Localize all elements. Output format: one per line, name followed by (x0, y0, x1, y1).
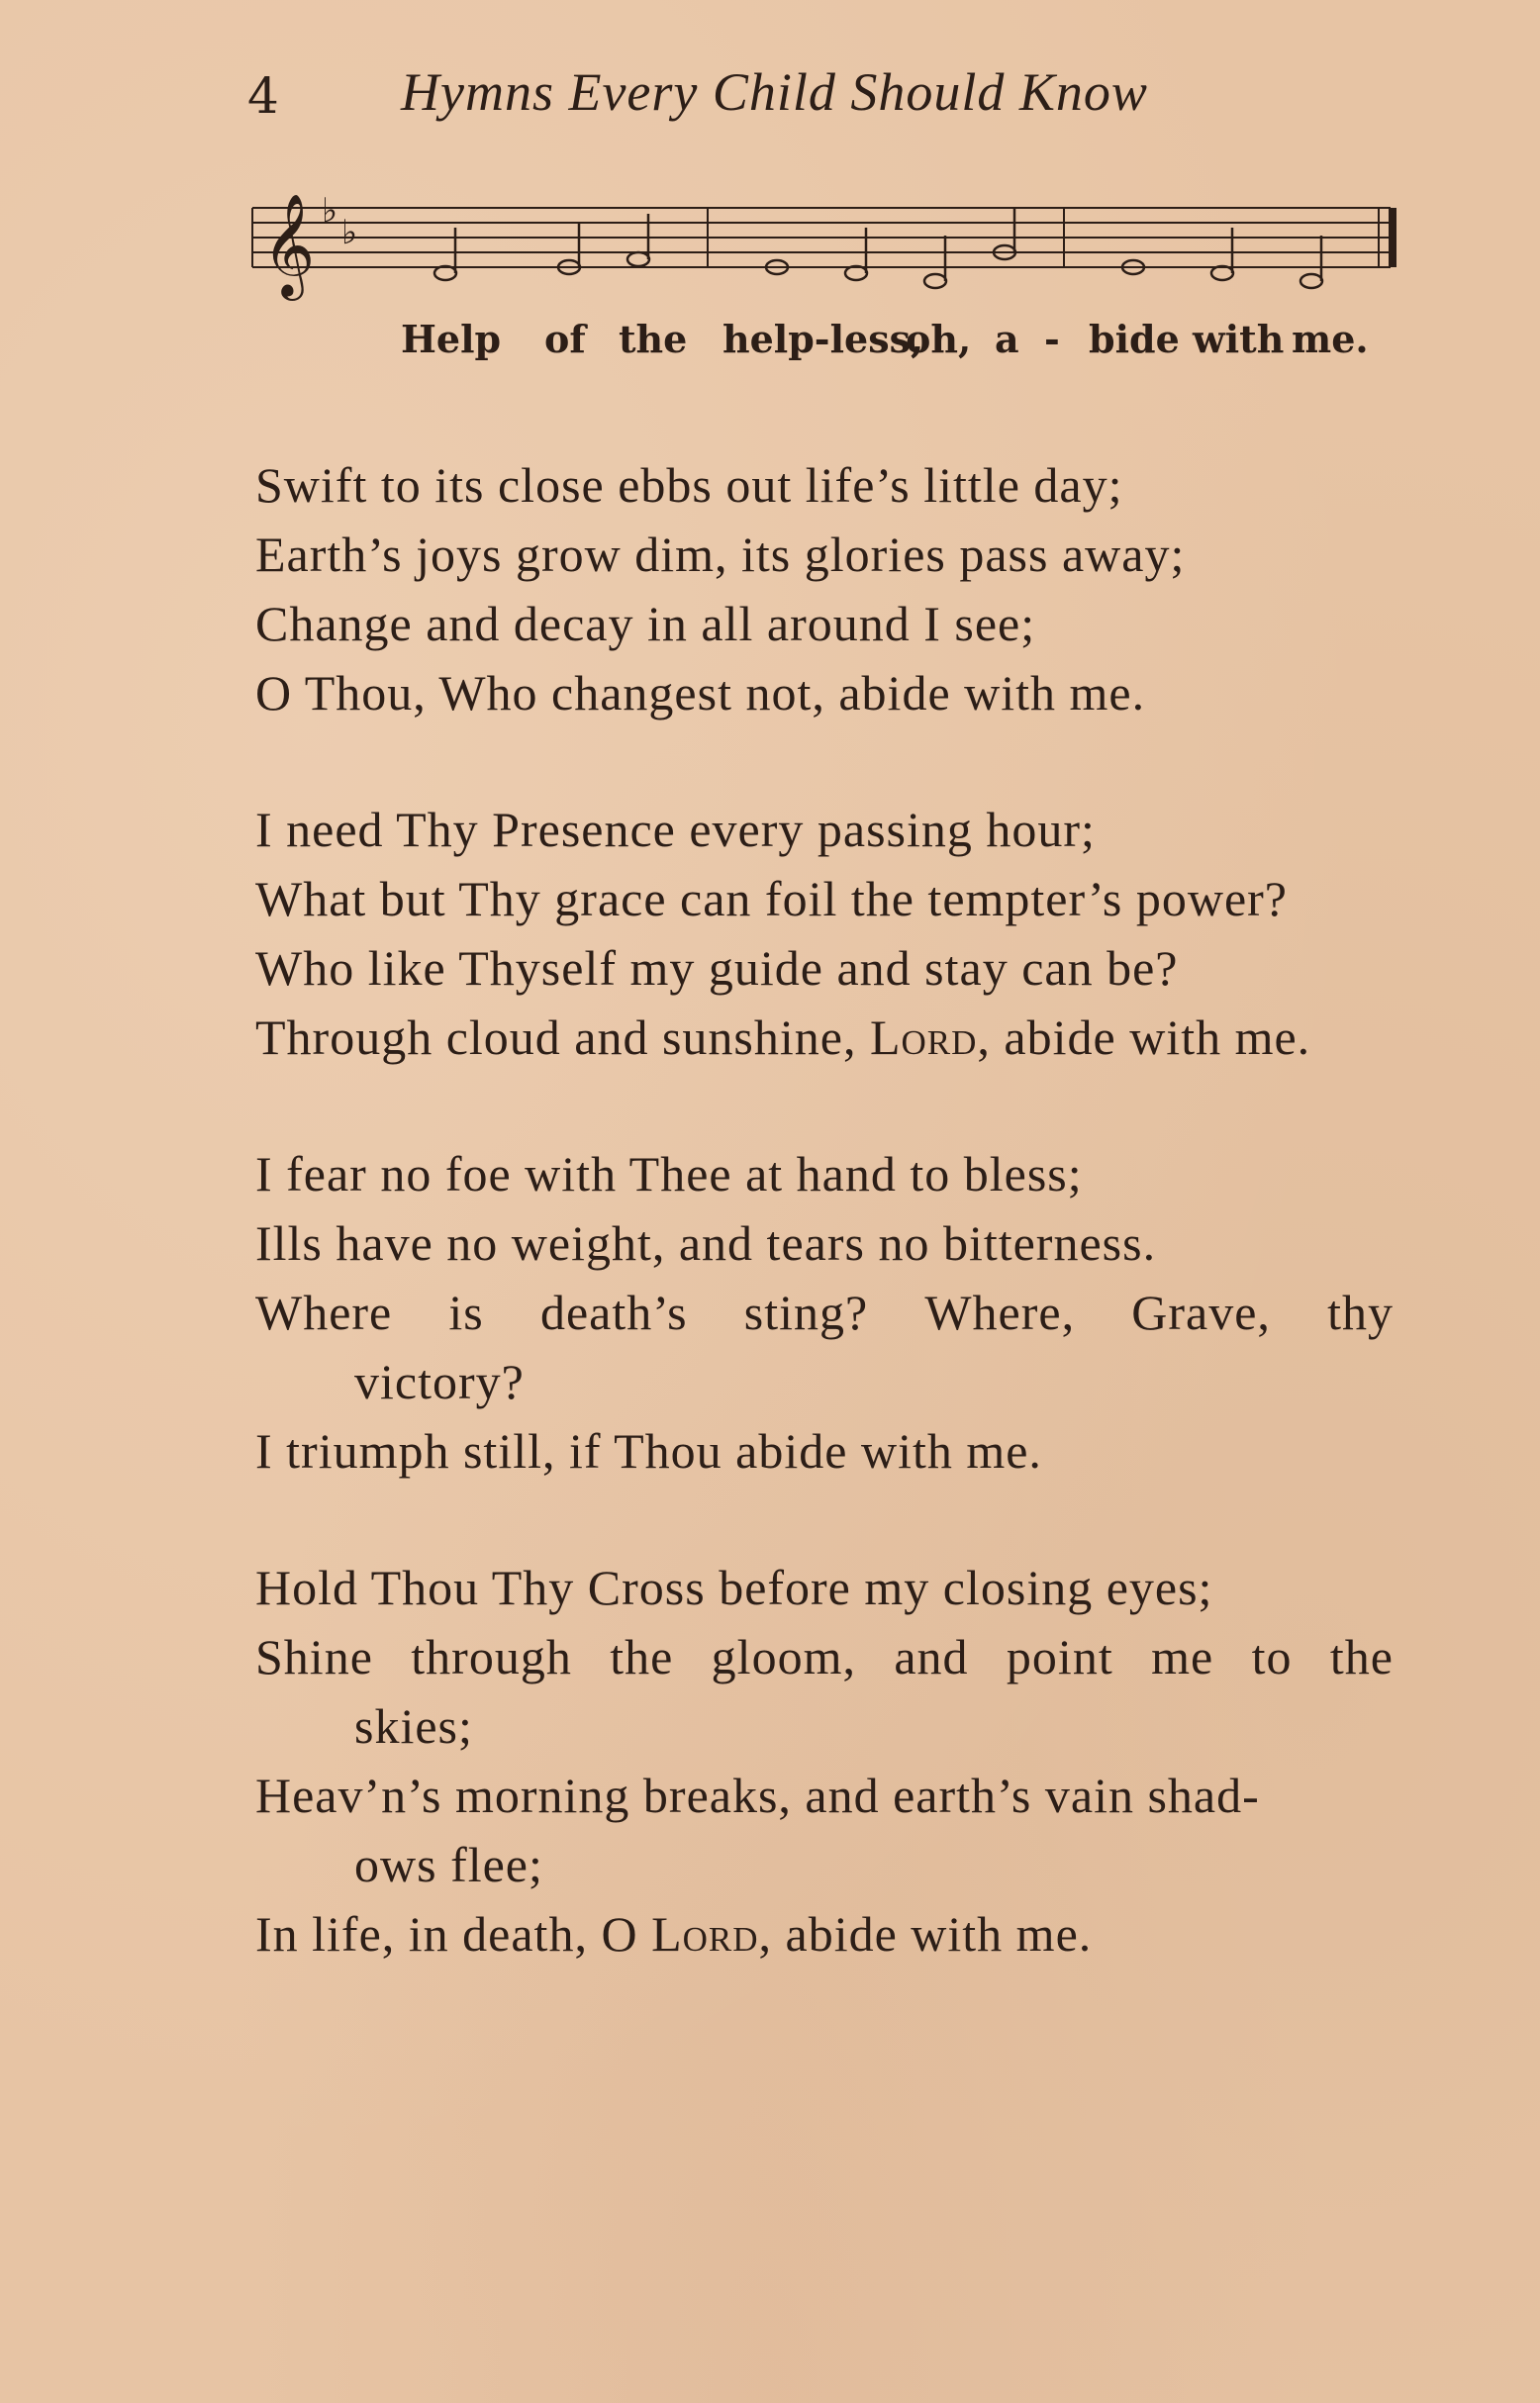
verse-word: Where, (924, 1285, 1076, 1340)
music-lyrics (242, 317, 1400, 366)
verse-word: Grave, (1131, 1285, 1271, 1340)
verse-line: What but Thy grace can foil the tempter’s power? (255, 871, 1288, 926)
stanza (255, 795, 1403, 1072)
page-header (247, 61, 1336, 150)
verse-line-continuation: ows flee; (354, 1837, 543, 1892)
stanza (255, 1553, 1403, 1969)
verse-line (255, 1899, 1403, 1969)
verse-word: sting? (743, 1285, 869, 1340)
verse-line: Who like Thyself my guide and stay can be? (255, 940, 1179, 996)
verse-line: Change and decay in all around I see; (255, 596, 1036, 651)
verse-line (255, 1278, 1394, 1347)
verse-line: I triumph still, if Thou abide with me. (255, 1423, 1042, 1479)
lyric-syllable: me. (1292, 317, 1369, 361)
verse-line (255, 1622, 1394, 1691)
lyric-syllable: help-less, (722, 317, 924, 361)
verse-word: Shine (255, 1629, 373, 1684)
verse-word: Where (255, 1285, 393, 1340)
verse-word: and (894, 1629, 969, 1684)
svg-text:𝄞: 𝄞 (262, 193, 316, 297)
notes-icon (434, 207, 1322, 288)
verse-text: Through cloud and sunshine, (255, 1009, 870, 1065)
lyric-syllable: bide (1089, 317, 1180, 361)
treble-clef-icon (262, 193, 315, 301)
verse-word: point (1006, 1629, 1113, 1684)
verse-word: is (448, 1285, 484, 1340)
verse-word: gloom, (711, 1629, 856, 1684)
music-staff (242, 178, 1400, 312)
lyric-syllable: of (544, 317, 586, 361)
verse-text: , abide with me. (977, 1009, 1311, 1065)
verse-word: the (610, 1629, 674, 1684)
lyric-syllable: oh, (906, 317, 972, 361)
verse-line: I fear no foe with Thee at hand to bless; (255, 1146, 1083, 1202)
verse-word: the (1329, 1629, 1394, 1684)
verse-line: Earth’s joys grow dim, its glories pass away; (255, 527, 1186, 582)
lyric-syllable: - (1044, 317, 1060, 361)
verse-word: to (1251, 1629, 1293, 1684)
verse-line: Hold Thou Thy Cross before my closing eyes; (255, 1560, 1213, 1615)
stanza (255, 1139, 1403, 1486)
verse-word: thy (1327, 1285, 1394, 1340)
verse-line: Swift to its close ebbs out life’s little day; (255, 457, 1123, 513)
verse-text: , abide with me. (758, 1906, 1093, 1962)
verse-word: me (1151, 1629, 1214, 1684)
verse-line: Ills have no weight, and tears no bitterness. (255, 1215, 1157, 1271)
verse-line: Heav’n’s morning breaks, and earth’s vain shad- (255, 1768, 1260, 1823)
hymn-text (255, 450, 1403, 2036)
verse-line: O Thou, Who changest not, abide with me. (255, 665, 1146, 721)
verse-line-continuation: skies; (354, 1698, 473, 1754)
verse-text-small-caps: Lord (869, 1009, 978, 1065)
running-title: Hymns Every Child Should Know (401, 62, 1148, 122)
verse-line: I need Thy Presence every passing hour; (255, 802, 1096, 857)
stanza (255, 450, 1403, 727)
lyric-syllable: Help (401, 317, 502, 361)
lyric-syllable: with (1193, 317, 1285, 361)
lyric-syllable: the (619, 317, 688, 361)
svg-text:♭: ♭ (322, 191, 338, 231)
lyric-syllable: a (995, 317, 1019, 361)
music-excerpt (242, 178, 1400, 366)
verse-word: death’s (539, 1285, 688, 1340)
svg-text:♭: ♭ (341, 213, 358, 252)
verse-line-continuation: victory? (354, 1354, 525, 1409)
verse-text: In life, in death, O (255, 1906, 652, 1962)
page-number: 4 (247, 67, 279, 125)
verse-text-small-caps: Lord (651, 1906, 759, 1962)
verse-word: through (411, 1629, 572, 1684)
verse-line (255, 1003, 1403, 1072)
